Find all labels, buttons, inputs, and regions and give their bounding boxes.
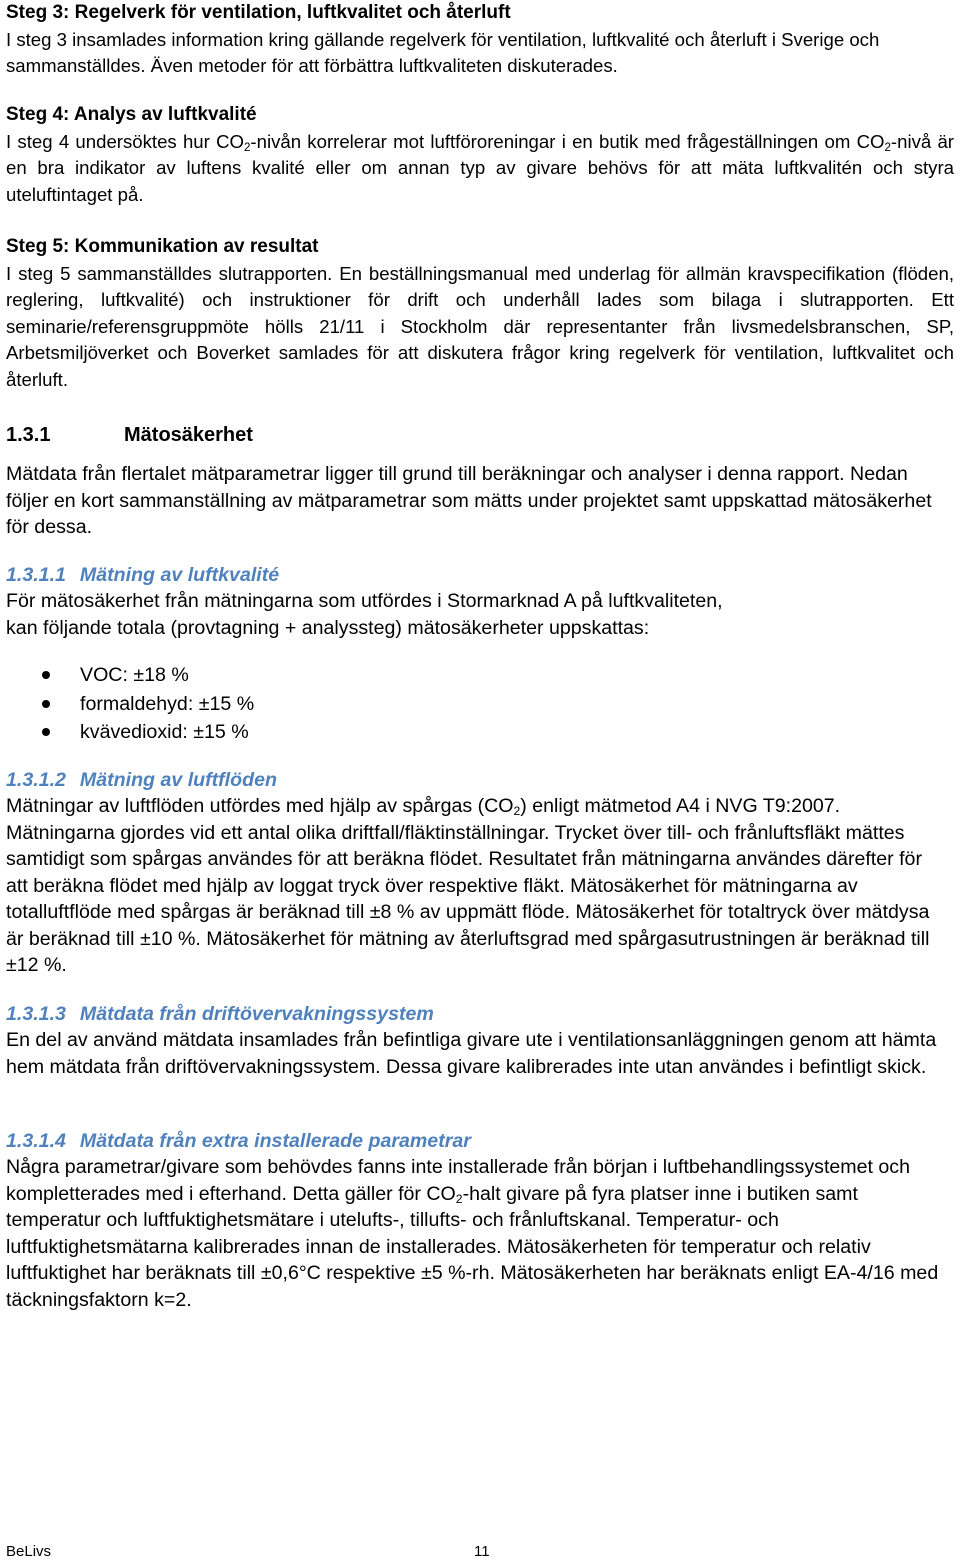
subsection-1-3-1-3	[6, 1001, 954, 1080]
step4-heading: Steg 4: Analys av luftkvalité	[6, 104, 257, 125]
step3-heading: Steg 3: Regelverk för ventilation, luftkvalitet och återluft	[6, 2, 511, 23]
list-item-text: formaldehyd: ±15 %	[80, 692, 255, 715]
step4-text-2: -nivån korrelerar mot luftföroreningar i en butik med frågeställningen om CO	[250, 130, 885, 152]
subsection-paragraph	[6, 1154, 954, 1313]
uncertainty-list	[6, 661, 954, 747]
sub4-text-2: -halt givare på fyra platser inne i butiken samt temperatur och luftfuktighetsmätare i utelufts-, tillufts- och frånluftskanal. Temperatur- och luftfuktighetsmätarna kalibrerades innan de installerades. Mätosäkerheten för temperatur och relativ luftfuktighet har beräknats till ±0,6°C respektive ±5 %-rh. Mätosäkerheten har beräknats enligt EA-4/16 med täckningsfaktorn k=2.	[6, 1182, 939, 1311]
subsection-number: 1.3.1.3	[6, 1003, 66, 1025]
list-item	[6, 718, 954, 747]
sub4-text-1: Några parametrar/givare som behövdes fanns inte installerade från början i luftbehandlingssystemet och kompletterades med i efterhand. Detta gäller för CO	[6, 1156, 910, 1205]
list-item	[6, 690, 954, 719]
step4-text-1: I steg 4 undersöktes hur CO	[6, 130, 244, 152]
step4-block	[6, 102, 954, 208]
page-number: 11	[474, 1543, 490, 1560]
step4-paragraph	[6, 129, 954, 209]
bullet-icon	[42, 700, 50, 708]
list-item-text: kvävedioxid: ±15 %	[80, 721, 249, 743]
subsection-heading	[6, 1001, 954, 1027]
subsection-number: 1.3.1.1	[6, 564, 66, 586]
section-title: Mätosäkerhet	[124, 424, 253, 446]
section-heading	[6, 422, 954, 448]
step5-heading: Steg 5: Kommunikation av resultat	[6, 236, 319, 257]
subsection-paragraph	[6, 793, 948, 979]
subsection-title: Mätning av luftkvalité	[79, 564, 280, 586]
step3-paragraph: I steg 3 insamlades information kring gällande regelverk för ventilation, luftkvalité och återluft i Sverige och sammanställdes. Även metoder för att förbättra luftkvaliteten diskuterades.	[6, 28, 880, 76]
subsection-1-3-1-4	[6, 1128, 954, 1313]
co2-subscript: 2	[244, 141, 251, 154]
step5-paragraph: I steg 5 sammanställdes slutrapporten. En beställningsmanual med underlag för allmän kravspecifikation (flöden, reglering, luftkvalité) och instruktioner för drift och underhåll lades som bilaga i slutrapporten. Ett seminarie/referensgruppmöte hölls 21/11 i Stockholm där representanter från livsmedelsbranschen, SP, Arbetsmiljöverket och Boverket samlades för att diskutera frågor kring regelverk för ventilation, luftkvalitet och återluft.	[6, 262, 954, 390]
subsection-number: 1.3.1.2	[6, 769, 66, 791]
subsection-heading	[6, 562, 954, 588]
subsection-paragraph: En del av använd mätdata insamlades från befintliga givare ute i ventilationsanläggningen genom att hämta hem mätdata från driftövervakningssystem. Dessa givare kalibrerades inte utan användes i befintligt skick.	[6, 1029, 937, 1078]
section-paragraph: Mätdata från flertalet mätparametrar ligger till grund till beräkningar och analyser i denna rapport. Nedan följer en kort sammanställning av mätparametrar som mätts under projektet samt uppskattad mätosäkerhet för dessa.	[6, 463, 932, 538]
subsection-1-3-1-2	[6, 767, 954, 979]
sub2-text-1: Mätningar av luftflöden utfördes med hjälp av spårgas (CO	[6, 795, 514, 817]
list-item	[6, 661, 954, 690]
co2-subscript: 2	[884, 141, 891, 154]
step3-block	[6, 0, 954, 80]
footer-brand: BeLivs	[6, 1543, 52, 1560]
subsection-heading	[6, 767, 954, 793]
subsection-heading	[6, 1128, 954, 1154]
subsection-paragraph: För mätosäkerhet från mätningarna som utfördes i Stormarknad A på luftkvaliteten, kan följande totala (provtagning + analyssteg) mätosäkerheter uppskattas:	[6, 590, 723, 639]
subsection-title: Mätning av luftflöden	[79, 769, 277, 791]
step4-text-3: -nivå är en bra indikator av luftens kvalité eller om annan typ av givare behövs för att mäta luftkvalitén och styra uteluftintaget på.	[6, 130, 954, 205]
bullet-icon	[42, 671, 50, 679]
co2-subscript: 2	[455, 1191, 463, 1206]
section-1-3-1	[6, 422, 954, 448]
subsection-title: Mätdata från driftövervakningssystem	[79, 1003, 434, 1025]
co2-subscript: 2	[513, 804, 521, 819]
subsection-1-3-1-1	[6, 562, 954, 641]
bullet-icon	[42, 728, 50, 736]
sub2-text-2: ) enligt mätmetod A4 i NVG T9:2007. Mätningarna gjordes vid ett antal olika driftfall/fläktinställningar. Trycket över till- och frånluftsfläkt mättes samtidigt som spårgas användes för att beräkna flödet. Resultatet från mätningarna användes därefter för att beräkna flödet med hjälp av loggat tryck över respektive fläkt. Mätosäkerhet för mätningarna av totalluftflöde med spårgas är beräknad till ±8 % av uppmätt flöde. Mätosäkerhet för totaltryck över mätdysa är beräknad till ±10 %. Mätosäkerhet för mätning av återluftsgrad med spårgasutrustningen är beräknad till ±12 %.	[6, 795, 930, 976]
subsection-title: Mätdata från extra installerade parametrar	[79, 1130, 471, 1152]
step5-block	[6, 234, 954, 393]
subsection-number: 1.3.1.4	[6, 1130, 66, 1152]
section-number: 1.3.1	[6, 424, 51, 446]
list-item-text: VOC: ±18 %	[80, 664, 189, 686]
